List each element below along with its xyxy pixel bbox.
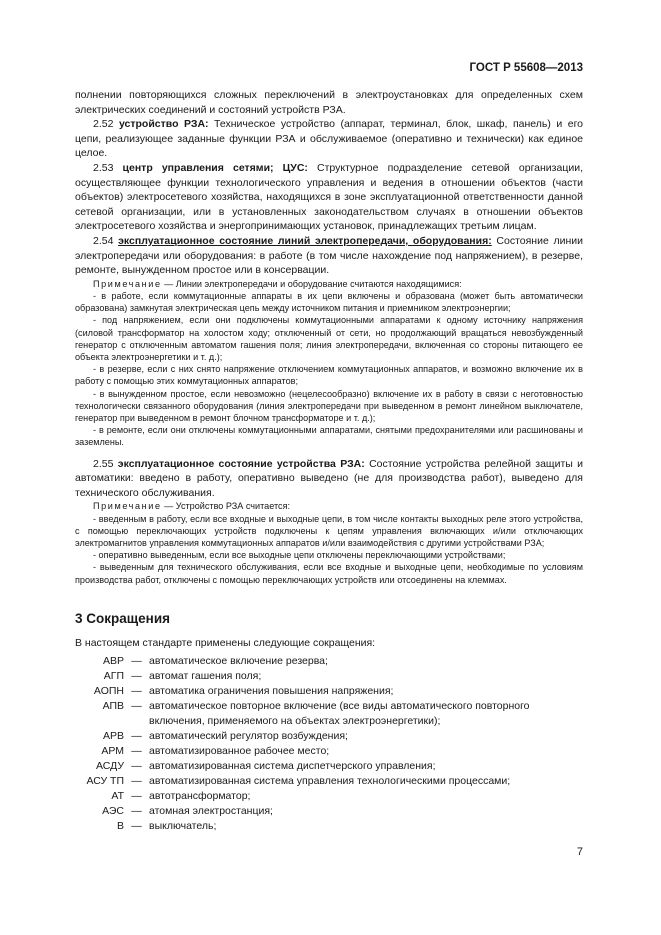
term: эксплуатационное состояние устройства РЗА:: [117, 457, 365, 470]
note-2-item: - введенным в работу, если все входные и выходные цепи, в том числе контакты выходных реле этого устройства, с помощью переключающих устройств подключены к цепям управления включающих и/или отключающих электромагнитов управления коммутационных аппаратов и/или взаимодействия с другими устройствами РЗА;: [75, 513, 583, 548]
note-1-item: - в работе, если коммутационные аппараты в их цепи включены и образована (может быть автоматически образована) замкнутая электрическая цепь между источником питания и приемником электроэнергии;: [75, 290, 583, 314]
abbreviation-term: АСДУ: [95, 760, 124, 773]
clause-number: 2.52: [93, 118, 114, 131]
page-body: [75, 88, 583, 835]
term: эксплуатационное состояние линий электропередачи, оборудования:: [118, 234, 492, 247]
definition-text: Техническое устройство (аппарат, терминал, блок, шкаф, панель) и его цепи, реализующее заданные функции РЗА и обслуживаемое (оперативно и технически) как единое целое.: [75, 118, 584, 160]
abbreviation-term: АСУ ТП: [86, 775, 124, 788]
abbreviation-row: [75, 669, 583, 684]
abbreviation-definition: выключатель;: [149, 820, 217, 833]
abbreviation-term: АПВ: [102, 700, 124, 713]
note-1-item: - под напряжением, если они подключены коммутационными аппаратами к одному источнику напряжения (силовой трансформатор на холостом ходу; отключенный от сети, но продолжающий вращаться невозбужденный генератор с отключенным автоматом гашения поля; линия электропередачи, включенная со стороны питающего ее объекта электроэнергетики и т. д.);: [75, 315, 583, 362]
note-1-item: - в вынужденном простое, если невозможно (нецелесообразно) включение их в работу в связи с неготовностью технологически связанного оборудования (линия электропередачи при выведенном в ремонт линейном выключателе, генератор при выведенном в ремонт блочном трансформаторе и т. д.);: [75, 388, 583, 423]
abbreviation-dash: —: [131, 670, 142, 683]
note-1-item: - в резерве, если с них снято напряжение отключением коммутационных аппаратов, и возможно включение их в работу с помощью этих коммутационных аппаратов;: [75, 364, 583, 387]
abbreviation-dash: —: [131, 820, 142, 833]
note-1-item: - в ремонте, если они отключены коммутационными аппаратами, снятыми предохранителями или расшинованы и заземлены.: [75, 425, 583, 448]
abbreviation-row: [75, 654, 583, 669]
abbreviation-term: АРВ: [102, 729, 124, 742]
abbreviation-dash: —: [131, 760, 142, 773]
note-label: Примечание: [93, 501, 162, 512]
abbreviation-definition: автоматизированная система диспетчерского управления;: [149, 760, 436, 773]
abbreviation-dash: —: [131, 729, 142, 742]
definition-2-54: [75, 234, 583, 278]
abbreviation-definition: автоматика ограничения повышения напряжения;: [149, 685, 394, 698]
abbreviation-definition: автоматизированная система управления технологическими процессами;: [149, 775, 511, 788]
abbreviation-list: [75, 654, 583, 834]
definition-text: Состояние устройства релейной защиты и автоматики: введено в работу, оперативно выведено (не для производства работ), выведено для технического обслуживания.: [75, 457, 584, 499]
abbreviation-row: [75, 789, 583, 804]
abbreviation-dash: —: [131, 805, 142, 818]
abbreviation-definition: автоматическое повторное включение (все виды автоматического повторного включения, применяемого на объектах электроэнергетики);: [149, 700, 530, 727]
note-1: [75, 278, 583, 290]
abbreviation-row: [75, 699, 583, 728]
abbreviation-dash: —: [131, 685, 142, 698]
abbreviation-row: [75, 684, 583, 699]
abbreviation-row: [75, 774, 583, 789]
section-title: 3 Сокращения: [75, 610, 170, 626]
note-intro: — Устройство РЗА считается:: [161, 501, 291, 512]
page-number: 7: [576, 846, 583, 858]
abbreviation-definition: автотрансформатор;: [149, 790, 251, 803]
term: центр управления сетями; ЦУС:: [122, 161, 308, 174]
abbreviation-term: АРМ: [101, 745, 124, 758]
abbreviation-definition: автоматический регулятор возбуждения;: [149, 729, 348, 742]
abbreviation-dash: —: [131, 775, 142, 788]
abbreviation-dash: —: [131, 654, 142, 667]
note-label: Примечание: [93, 278, 162, 289]
abbreviation-term: АТ: [111, 790, 124, 803]
abbreviation-definition: автомат гашения поля;: [149, 670, 262, 683]
abbreviation-term: АЭС: [102, 805, 124, 818]
abbreviation-row: [75, 759, 583, 774]
definition-text: Состояние линии электропередачи или оборудования: в работе (в том числе нахождение под напряжением), в резерве, ремонте, вынужденном простое или в консервации.: [75, 234, 584, 277]
definition-2-53: [75, 161, 583, 234]
abbreviation-term: В: [116, 820, 124, 833]
clause-number: 2.53: [93, 161, 114, 174]
continued-paragraph: полнении повторяющихся сложных переключений в электроустановках для определенных схем электрических соединений и состояний устройств РЗА.: [75, 89, 583, 116]
abbreviation-row: [75, 819, 583, 834]
definition-text: Структурное подразделение сетевой организации, осуществляющее функции технологического управления и ведения в отношении объектов (части объектов) электросетевого хозяйства, находящихся в зоне эксплуатационной ответственности данной сетевой организации, или в установленных законодательством случаях в отношении объектов электросетевого хозяйства и энергопринимающих установок, принадлежащих третьим лицам.: [75, 161, 583, 233]
abbreviation-row: [75, 744, 583, 759]
clause-number: 2.54: [93, 234, 114, 247]
abbreviation-term: АОПН: [93, 685, 124, 698]
abbreviation-row: [75, 729, 583, 744]
abbreviation-definition: атомная электростанция;: [149, 805, 273, 818]
note-2-item: - выведенным для технического обслуживания, если все входные и выходные цепи, необходимые по условиям производства работ, отключены с помощью переключающих устройств или отсоединены на клеммах.: [75, 562, 583, 585]
section-intro: В настоящем стандарте применены следующие сокращения:: [75, 637, 376, 650]
note-intro: — Линии электропередачи и оборудование считаются находящимися:: [161, 278, 462, 289]
clause-number: 2.55: [93, 457, 114, 470]
abbreviation-definition: автоматическое включение резерва;: [149, 654, 328, 667]
abbreviation-term: АГП: [103, 670, 124, 683]
abbreviation-dash: —: [131, 700, 142, 713]
abbreviation-definition: автоматизированное рабочее место;: [149, 745, 330, 758]
definition-2-55: [75, 457, 583, 501]
note-2: [75, 500, 583, 512]
abbreviation-row: [75, 804, 583, 819]
abbreviation-term: АВР: [102, 654, 124, 667]
abbreviation-dash: —: [131, 745, 142, 758]
note-2-item: - оперативно выведенным, если все выходные цепи отключены переключающими устройствами;: [93, 550, 506, 561]
term: устройство РЗА:: [118, 118, 209, 131]
document-header: ГОСТ Р 55608—2013: [469, 62, 583, 74]
abbreviation-dash: —: [131, 790, 142, 803]
definition-2-52: [75, 117, 583, 161]
